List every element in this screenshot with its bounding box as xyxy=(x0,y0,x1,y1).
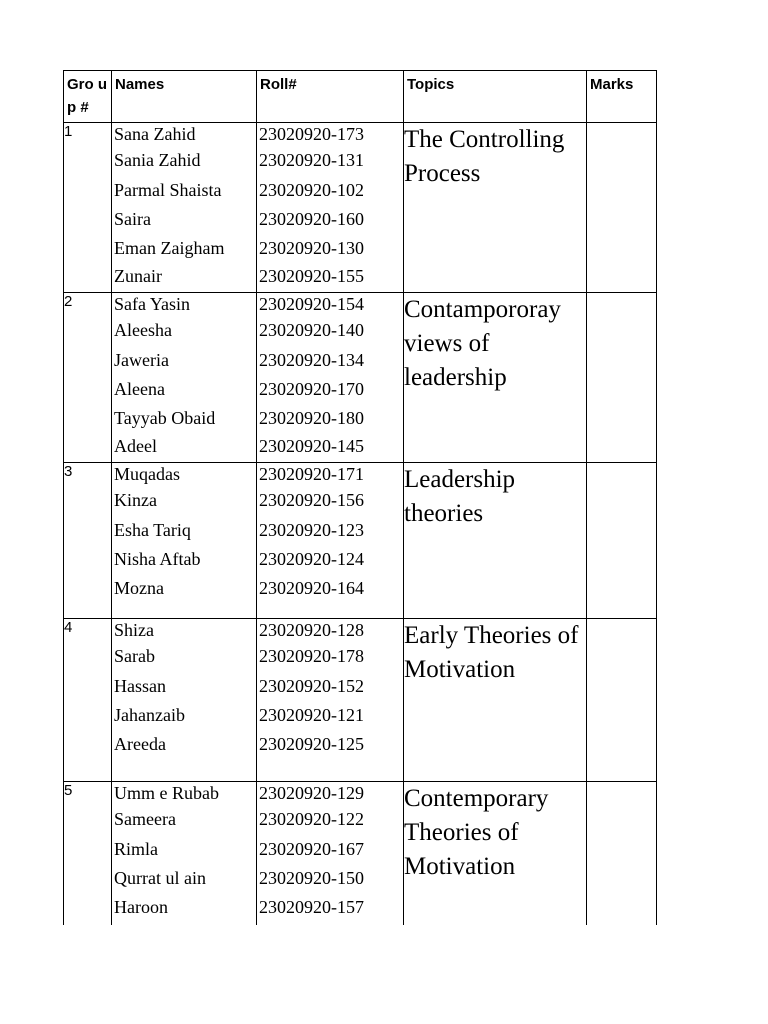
group-topic: The Controlling Process xyxy=(404,123,587,293)
header-group: Gro up # xyxy=(64,71,112,123)
student-name: Rimla xyxy=(114,839,158,859)
student-name: Areeda xyxy=(114,734,166,754)
roll-number: 23020920-140 xyxy=(259,320,364,340)
header-roll: Roll# xyxy=(257,71,404,123)
student-name: Adeel xyxy=(114,436,157,456)
roll-number: 23020920-167 xyxy=(259,839,364,859)
roll-number: 23020920-125 xyxy=(259,734,364,754)
roll-number: 23020920-157 xyxy=(259,897,364,917)
table-header-row xyxy=(64,71,657,123)
roll-number: 23020920-122 xyxy=(259,809,364,829)
student-name: Umm e Rubab xyxy=(114,783,219,803)
roll-number: 23020920-171 xyxy=(259,464,364,484)
student-name: Parmal Shaista xyxy=(114,180,222,200)
group-names-cell xyxy=(112,782,257,925)
student-name: Sania Zahid xyxy=(114,150,201,170)
roll-number: 23020920-154 xyxy=(259,294,364,314)
roll-number: 23020920-134 xyxy=(259,350,364,370)
roll-number: 23020920-164 xyxy=(259,578,364,598)
roll-number: 23020920-123 xyxy=(259,520,364,540)
student-name: Jaweria xyxy=(114,350,169,370)
group-names-cell xyxy=(112,293,257,463)
roll-number: 23020920-131 xyxy=(259,150,364,170)
group-number: 4 xyxy=(64,619,112,782)
student-name: Sarab xyxy=(114,646,155,666)
roll-number: 23020920-178 xyxy=(259,646,364,666)
group-names-cell xyxy=(112,123,257,293)
student-name: Kinza xyxy=(114,490,157,510)
group-rolls-cell xyxy=(257,619,404,782)
group-topic: Early Theories of Motivation xyxy=(404,619,587,782)
student-name: Nisha Aftab xyxy=(114,549,201,569)
header-names: Names xyxy=(112,71,257,123)
roll-number: 23020920-121 xyxy=(259,705,364,725)
student-name: Eman Zaigham xyxy=(114,238,225,258)
roll-number: 23020920-102 xyxy=(259,180,364,200)
roll-number: 23020920-128 xyxy=(259,620,364,640)
student-name: Haroon xyxy=(114,897,168,917)
roll-number: 23020920-160 xyxy=(259,209,364,229)
group-number: 1 xyxy=(64,123,112,293)
group-marks[interactable] xyxy=(587,619,657,782)
student-name: Sameera xyxy=(114,809,176,829)
roll-number: 23020920-145 xyxy=(259,436,364,456)
header-marks: Marks xyxy=(587,71,657,123)
roll-number: 23020920-170 xyxy=(259,379,364,399)
group-topic: Contemporary Theories of Motivation xyxy=(404,782,587,925)
table-row xyxy=(64,619,657,782)
student-name: Esha Tariq xyxy=(114,520,191,540)
student-name: Zunair xyxy=(114,266,162,286)
roll-number: 23020920-129 xyxy=(259,783,364,803)
header-topics: Topics xyxy=(404,71,587,123)
roll-number: 23020920-155 xyxy=(259,266,364,286)
roll-number: 23020920-150 xyxy=(259,868,364,888)
table-row xyxy=(64,293,657,463)
group-rolls-cell xyxy=(257,782,404,925)
group-marks[interactable] xyxy=(587,463,657,619)
group-marks[interactable] xyxy=(587,293,657,463)
group-rolls-cell xyxy=(257,123,404,293)
student-name: Safa Yasin xyxy=(114,294,191,314)
group-rolls-cell xyxy=(257,293,404,463)
student-name: Saira xyxy=(114,209,151,229)
group-names-cell xyxy=(112,619,257,782)
student-name: Jahanzaib xyxy=(114,705,185,725)
student-name: Tayyab Obaid xyxy=(114,408,216,428)
roll-number: 23020920-124 xyxy=(259,549,364,569)
roll-number: 23020920-156 xyxy=(259,490,364,510)
group-number: 3 xyxy=(64,463,112,619)
student-name: Qurrat ul ain xyxy=(114,868,206,888)
group-topic: Contampororay views of leadership xyxy=(404,293,587,463)
student-name: Aleesha xyxy=(114,320,172,340)
roll-number: 23020920-180 xyxy=(259,408,364,428)
student-name: Muqadas xyxy=(114,464,180,484)
group-marks[interactable] xyxy=(587,123,657,293)
student-name: Shiza xyxy=(114,620,154,640)
student-name: Aleena xyxy=(114,379,165,399)
table-row xyxy=(64,782,657,925)
group-names-cell xyxy=(112,463,257,619)
roll-number: 23020920-152 xyxy=(259,676,364,696)
student-name: Mozna xyxy=(114,578,164,598)
group-rolls-cell xyxy=(257,463,404,619)
group-topic: Leadership theories xyxy=(404,463,587,619)
table-row xyxy=(64,463,657,619)
student-name: Sana Zahid xyxy=(114,124,196,144)
roll-number: 23020920-130 xyxy=(259,238,364,258)
group-number: 2 xyxy=(64,293,112,463)
group-number: 5 xyxy=(64,782,112,925)
group-topics-table xyxy=(63,70,657,925)
group-marks[interactable] xyxy=(587,782,657,925)
table-row xyxy=(64,123,657,293)
roll-number: 23020920-173 xyxy=(259,124,364,144)
student-name: Hassan xyxy=(114,676,166,696)
